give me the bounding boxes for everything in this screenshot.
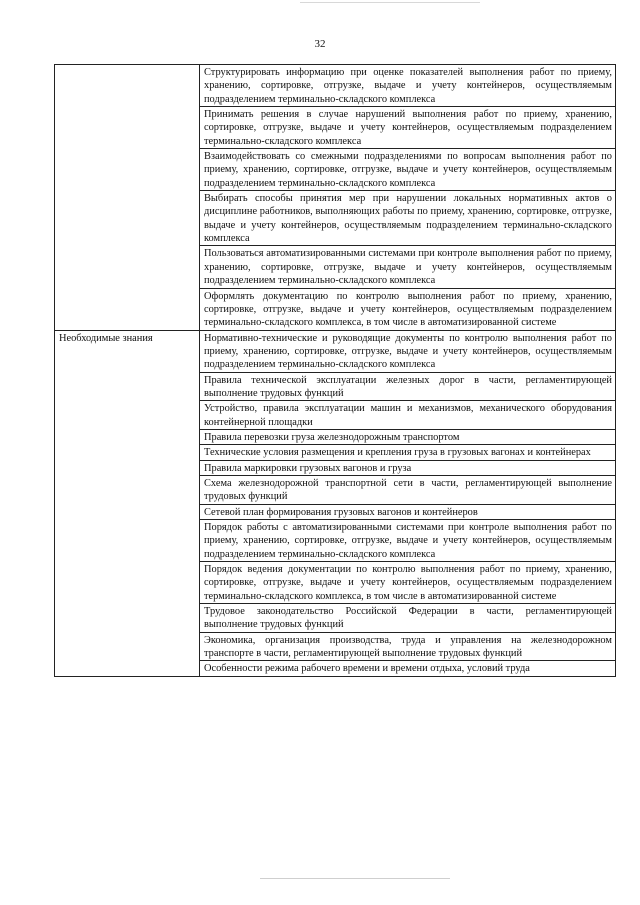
knowledge-item: Особенности режима рабочего времени и времени отдыха, условий труда xyxy=(200,661,616,676)
knowledge-item: Технические условия размещения и крепления груза в грузовых вагонах и контейнерах xyxy=(200,445,616,460)
knowledge-item: Устройство, правила эксплуатации машин и механизмов, механического оборудования контейнерной площадки xyxy=(200,401,616,430)
scan-artifact-line xyxy=(300,2,480,3)
knowledge-item: Схема железнодорожной транспортной сети в части, регламентирующей выполнение трудовых функций xyxy=(200,475,616,504)
knowledge-item: Экономика, организация производства, труда и управления на железнодорожном транспорте в части, регламентирующей выполнение трудовых функций xyxy=(200,632,616,661)
knowledge-item: Правила технической эксплуатации железных дорог в части, регламентирующей выполнение трудовых функций xyxy=(200,372,616,401)
knowledge-item: Правила маркировки грузовых вагонов и груза xyxy=(200,460,616,475)
row-label-cell xyxy=(55,65,200,331)
knowledge-item: Трудовое законодательство Российской Федерации в части, регламентирующей выполнение трудовых функций xyxy=(200,604,616,633)
knowledge-item: Порядок ведения документации по контролю выполнения работ по приему, хранению, сортировке, отгрузке, выдаче и учету контейнеров, осуществляемым подразделением терминально-складского комплекса, в том числе в автоматизированной системе xyxy=(200,562,616,604)
competency-table xyxy=(54,64,616,677)
skill-item: Пользоваться автоматизированными системами при контроле выполнения работ по приему, хранению, сортировке, отгрузке, выдаче и учету контейнеров, осуществляемым подразделением терминально-складского комплекса xyxy=(200,246,616,288)
skill-item: Взаимодействовать со смежными подразделениями по вопросам выполнения работ по приему, хранению, сортировке, отгрузке, выдаче и учету контейнеров, осуществляемым подразделением терминально-складского комплекса xyxy=(200,149,616,191)
skill-item: Выбирать способы принятия мер при нарушении локальных нормативных актов о дисциплине работников, выполняющих работы по приему, хранению, сортировке, отгрузке, выдаче и учету контейнеров, осуществляемым подразделением терминально-складского комплекса xyxy=(200,191,616,246)
scan-artifact-line xyxy=(260,878,450,879)
knowledge-item: Сетевой план формирования грузовых вагонов и контейнеров xyxy=(200,504,616,519)
knowledge-item: Правила перевозки груза железнодорожным транспортом xyxy=(200,429,616,444)
knowledge-item: Нормативно-технические и руководящие документы по контролю выполнения работ по приему, хранению, сортировке, отгрузке, выдаче и учету контейнеров, осуществляемым подразделением терминально-складского комплекса xyxy=(200,330,616,372)
skill-item: Оформлять документацию по контролю выполнения работ по приему, хранению, сортировке, отгрузке, выдаче и учету контейнеров, осуществляемым подразделением терминально-складского комплекса, в том числе в автоматизированной системе xyxy=(200,288,616,330)
page-number: 32 xyxy=(314,38,326,50)
skill-item: Структурировать информацию при оценке показателей выполнения работ по приему, хранению, сортировке, отгрузке, выдаче и учету контейнеров, осуществляемым подразделением терминально-складского комплекса xyxy=(200,65,616,107)
knowledge-item: Порядок работы с автоматизированными системами при контроле выполнения работ по приему, хранению, сортировке, отгрузке, выдаче и учету контейнеров, осуществляемым подразделением терминально-складского комплекса xyxy=(200,520,616,562)
table-row xyxy=(55,330,616,372)
table-row xyxy=(55,65,616,107)
required-knowledge-label: Необходимые знания xyxy=(55,330,200,676)
skill-item: Принимать решения в случае нарушений выполнения работ по приему, хранению, сортировке, отгрузке, выдаче и учету контейнеров, осуществляемым подразделением терминально-складского комплекса xyxy=(200,107,616,149)
